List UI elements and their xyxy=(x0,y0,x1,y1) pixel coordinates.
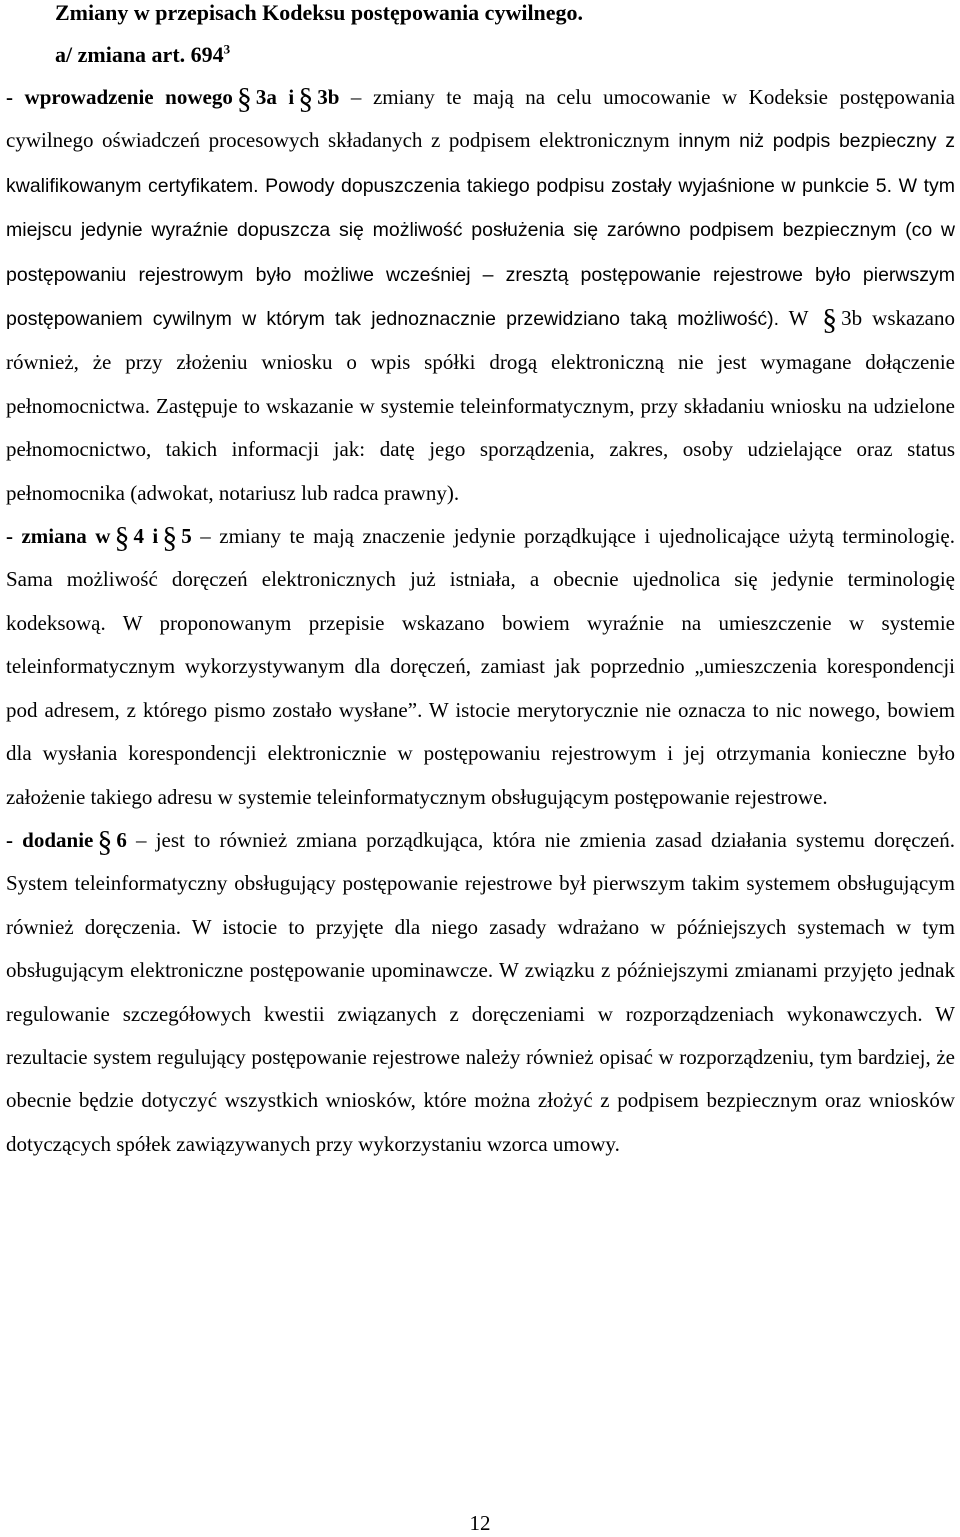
subheading-superscript: 3 xyxy=(223,41,231,57)
paragraph-amendment xyxy=(6,515,955,819)
paragraph-text-sans: innym niż podpis bezpieczny z kwalifikowanym certyfikatem. Powody dopuszczenia takiego podpisu zostały wyjaśnione w punkcie 5. W tym miejscu jedynie wyraźnie dopuszcza się możliwość posłużenia się zarówno podpisem bezpiecznym (co w postępowaniu rejestrowym było możliwe wcześniej – zresztą postępowanie rejestrowe było pierwszym postępowaniem cywilnym w którym tak jednoznacznie przewidziano taką możliwość). xyxy=(6,130,955,331)
section-subheading xyxy=(55,42,230,68)
paragraph-lead: - zmiana w xyxy=(6,524,111,549)
paragraph-text: – jest to również zmiana porządkująca, która nie zmienia zasad działania systemu doręczeń. System teleinformatyczny obsługujący postępowanie rejestrowe był pierwszym takim systemem obsługującym również doręczenia. W istocie to przyjęte dla niego zasady wdrażano w późniejszych systemach w tym obsługującym elektroniczne postępowanie upominawcze. W związku z późniejszymi zmianami przyjęto jednak regulowanie szczegółowych kwestii związanych z doręczeniami w rozporządzeniach wykonawczych. W rezultacie system regulujący postępowanie rejestrowe należy również opisać w rozporządzeniu, tym bardziej, że obecnie będzie dotyczyć wszystkich wniosków, które można złożyć z podpisem bezpiecznym oraz wniosków dotyczących spółek zawiązywanych przy wykorzystaniu wzorca umowy. xyxy=(6,827,956,1156)
section-ref: 3b xyxy=(317,85,340,109)
paragraph-text: W xyxy=(779,306,819,331)
section-sign-icon: § xyxy=(298,82,314,115)
section-sign-icon: § xyxy=(822,303,838,337)
paragraph-text: 3b wskazano również, że przy złożeniu wniosku o wpis spółki drogą elektroniczną nie jest wymagane dołączenie pełnomocnictwa. Zastępuje to wskazanie w systemie teleinformatycznym, przy składaniu wniosku na udzielone pełnomocnictwo, takich informacji jak: datę jego sporządzenia, zakres, osoby udzielające oraz status pełnomocnika (adwokat, notariusz lub radca prawny). xyxy=(6,306,955,505)
document-body xyxy=(6,76,955,1166)
section-sign-icon: § xyxy=(97,824,113,858)
section-ref: 6 xyxy=(116,827,127,852)
paragraph-text: – zmiany te mają na celu umocowanie w Kodeksie postępowania cywilnego oświadczeń procesowych składanych z podpisem elektronicznym xyxy=(6,85,955,153)
section-ref: 4 i xyxy=(133,524,159,549)
section-ref: 5 xyxy=(181,524,192,549)
section-ref: 3a i xyxy=(255,85,295,109)
document-title: Zmiany w przepisach Kodeksu postępowania cywilnego. xyxy=(55,0,584,25)
paragraph-lead: - dodanie xyxy=(6,827,94,852)
paragraph-lead: - wprowadzenie nowego xyxy=(6,85,233,109)
section-sign-icon: § xyxy=(236,82,252,115)
paragraph-new-sections xyxy=(6,76,955,515)
subheading-text: a/ zmiana art. 694 xyxy=(55,42,224,67)
section-sign-icon: § xyxy=(114,521,130,555)
paragraph-addition xyxy=(6,819,955,1166)
paragraph-text: – zmiany te mają znaczenie jedynie porządkujące i ujednolicające użytą terminologię. Sama możliwość doręczeń elektronicznych już istniała, a obecnie ujednolica się jedynie terminologię kodeksową. W proponowanym przepisie wskazano bowiem wyraźnie na umieszczenie w systemie teleinformatycznym wykorzystywanym dla doręczeń, zamiast jak poprzednio „umieszczenia korespondencji pod adresem, z którego pismo zostało wysłane”. W istocie merytorycznie nie oznacza to nic nowego, bowiem dla wysłania korespondencji elektronicznie w postępowaniu rejestrowym i jej otrzymania konieczne było założenie takiego adresu w systemie teleinformatycznym obsługującym postępowanie rejestrowe. xyxy=(6,524,955,809)
section-sign-icon: § xyxy=(162,521,178,555)
page-number: 12 xyxy=(469,1511,491,1535)
